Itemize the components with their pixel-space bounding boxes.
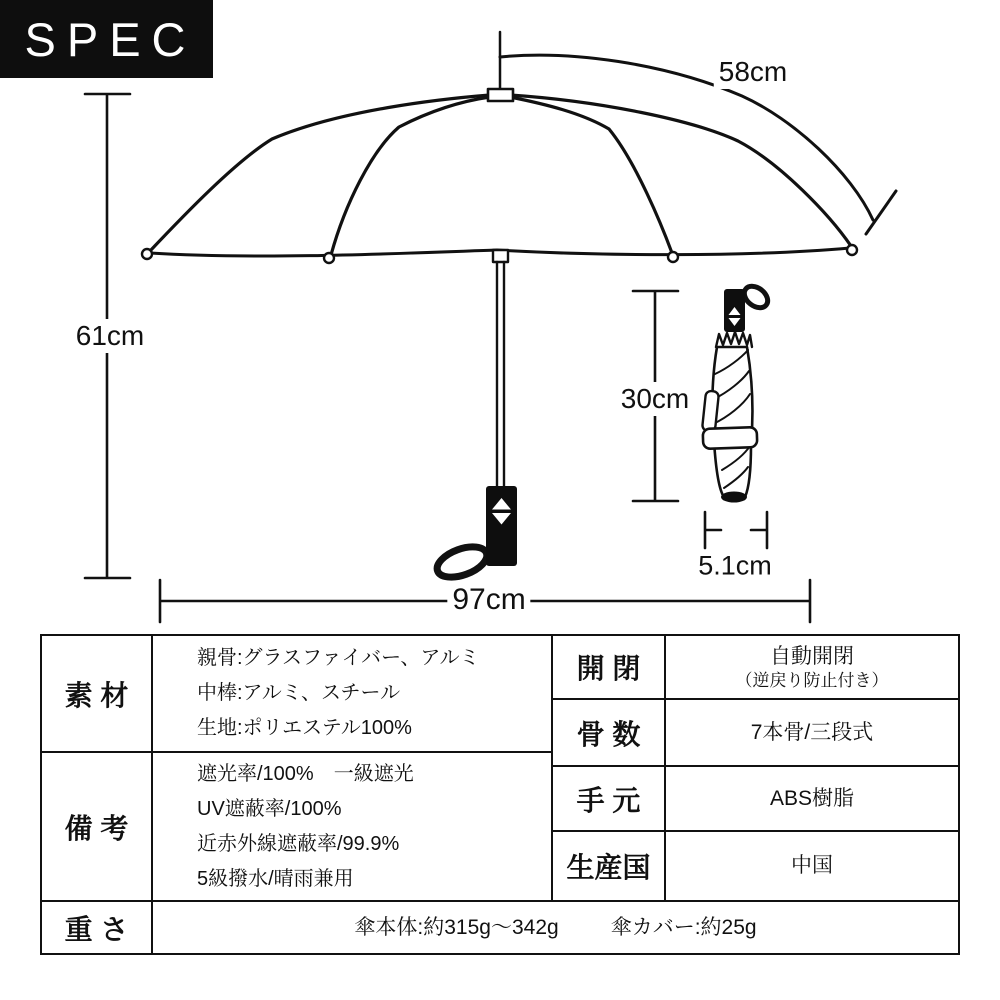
weight-label: 重 さ <box>42 902 153 953</box>
country-row <box>553 832 958 900</box>
weight-value <box>153 902 958 953</box>
ribs-label: 骨 数 <box>553 700 666 765</box>
spec-table-left-section <box>42 636 553 900</box>
country-value <box>666 832 958 900</box>
material-line-1: 親骨:グラスファイバー、アルミ <box>197 647 480 669</box>
material-label: 素 材 <box>42 636 153 751</box>
country-value-text: 中国 <box>791 854 833 877</box>
spec-table-right-section <box>553 636 958 900</box>
open-close-value-main: 自動開閉 <box>770 644 854 668</box>
rib-length-label: 58cm <box>714 55 792 89</box>
remarks-value <box>153 753 551 900</box>
handle-value <box>666 767 958 830</box>
material-row <box>42 636 551 753</box>
folded-length-label: 30cm <box>616 382 694 416</box>
weight-row <box>42 902 958 953</box>
remarks-line-4: 5級撥水/晴雨兼用 <box>197 867 354 890</box>
open-umbrella-drawing <box>142 32 896 583</box>
remarks-line-2: UV遮蔽率/100% <box>197 797 342 820</box>
open-close-label: 開 閉 <box>553 636 666 698</box>
handle-value-text: ABS樹脂 <box>769 786 855 810</box>
handle-row <box>553 767 958 832</box>
folded-diameter-measure-line <box>705 512 767 548</box>
country-label: 生産国 <box>553 832 666 900</box>
open-close-row <box>553 636 958 700</box>
material-line-2: 中棒:アルミ、スチール <box>197 682 401 704</box>
weight-value-body: 傘本体:約315g〜342g <box>354 915 559 939</box>
remarks-row <box>42 753 551 900</box>
remarks-line-3: 近赤外線遮蔽率/99.9% <box>197 832 400 855</box>
ribs-row <box>553 700 958 767</box>
weight-value-cover: 傘カバー:約25g <box>610 915 757 939</box>
ribs-value <box>666 700 958 765</box>
material-value <box>153 636 551 751</box>
height-label: 61cm <box>71 319 149 353</box>
ribs-value-text: 7本骨/三段式 <box>750 720 874 744</box>
open-close-value-sub: （逆戻り防止付き） <box>735 670 889 690</box>
open-close-value <box>666 636 958 698</box>
handle-label: 手 元 <box>553 767 666 830</box>
material-line-3: 生地:ポリエステル100% <box>197 717 412 739</box>
folded-diameter-label: 5.1cm <box>693 550 777 583</box>
spec-table <box>40 634 960 955</box>
remarks-label: 備 考 <box>42 753 153 900</box>
folded-umbrella-drawing <box>702 282 772 503</box>
spec-title: SPEC <box>24 12 197 66</box>
spec-table-upper <box>42 636 958 902</box>
remarks-line-1: 遮光率/100% 一級遮光 <box>197 762 414 785</box>
width-label: 97cm <box>447 582 530 618</box>
